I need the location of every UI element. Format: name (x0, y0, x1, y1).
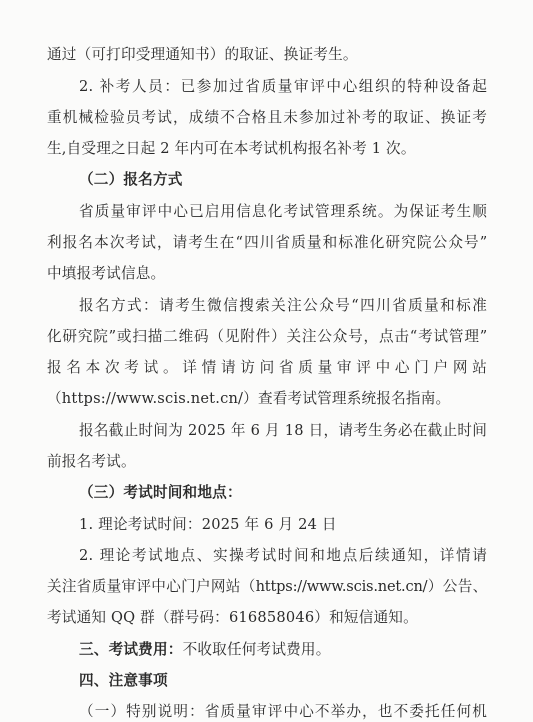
paragraph-line-19: 考试通知 QQ 群（群号码：616858046）和短信通知。 (47, 609, 418, 626)
paragraph-line-12: （https://www.scis.net.cn/）查看考试管理系统报名指南。 (47, 390, 451, 407)
section-heading-notes: 四、注意事项 (79, 672, 168, 689)
paragraph-line-2: 2. 补考人员：已参加过省质量审评中心组织的特种设备起 (79, 78, 487, 95)
paragraph-line-14: 前报名考试。 (47, 453, 136, 470)
fee-text: 不收取任何考试费用。 (182, 641, 331, 658)
fee-paragraph (79, 640, 487, 660)
paragraph-line-10: 化研究院”或扫描二维码（见附件）关注公众号，点击“考试管理” (47, 328, 487, 345)
paragraph-line-6: 省质量审评中心已启用信息化考试管理系统。为保证考生顺 (79, 203, 487, 220)
paragraph-line-9: 报名方式：请考生微信搜索关注公众号“四川省质量和标准 (79, 297, 487, 314)
paragraph-line-22: （一）特别说明：省质量审评中心不举办，也不委托任何机 (79, 703, 487, 720)
paragraph-line-16: 1. 理论考试时间：2025 年 6 月 24 日 (79, 516, 337, 533)
paragraph-line-4: 生,自受理之日起 2 年内可在本考试机构报名补考 1 次。 (47, 140, 416, 157)
section-heading-registration: （二）报名方式 (79, 171, 183, 188)
fee-heading: 三、考试费用： (79, 641, 183, 658)
paragraph-line-3: 重机械检验员考试，成绩不合格且未参加过补考的取证、换证考 (47, 109, 487, 126)
paragraph-line-7: 利报名本次考试，请考生在“四川省质量和标准化研究院公众号” (47, 234, 487, 251)
paragraph-line-11: 报名本次考试。详情请访问省质量审评中心门户网站 (47, 359, 487, 376)
paragraph-line-18: 关注省质量审评中心门户网站（https://www.scis.net.cn/）公告、 (47, 578, 487, 595)
paragraph-line-1: 通过（可打印受理通知书）的取证、换证考生。 (47, 46, 358, 63)
paragraph-line-8: 中填报考试信息。 (47, 265, 166, 282)
paragraph-line-17: 2. 理论考试地点、实操考试时间和地点后续通知，详情请 (79, 547, 487, 564)
section-heading-time-location: （三）考试时间和地点： (79, 484, 242, 501)
paragraph-line-13: 报名截止时间为 2025 年 6 月 18 日，请考生务必在截止时间 (79, 422, 487, 439)
